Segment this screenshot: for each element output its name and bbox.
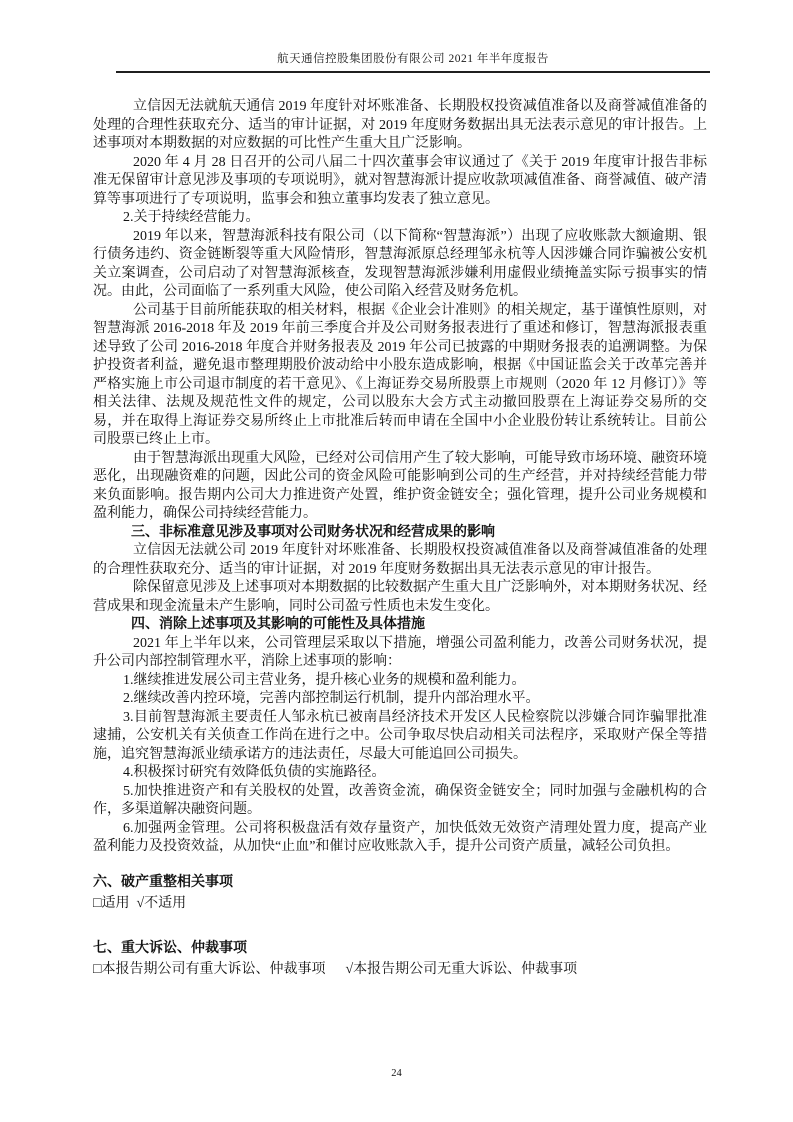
paragraph: 2020 年 4 月 28 日召开的公司八届二十四次董事会审议通过了《关于 2019 年度审计报告非标准无保留审计意见涉及事项的专项说明》，就对智慧海派计提应收款项减值准备、商誉减值、破产清算等事项进行了专项说明，监事会和独立董事均发表了独立意见。 bbox=[93, 154, 707, 207]
paragraph: 4.积极探讨研究有效降低负债的实施路径。 bbox=[123, 765, 386, 780]
option-label: 本报告期公司无重大诉讼、仲裁事项 bbox=[353, 961, 578, 977]
page-header bbox=[116, 51, 710, 73]
page-number: 24 bbox=[391, 1068, 402, 1079]
option-no-litigation bbox=[345, 962, 577, 977]
paragraph: 2.继续改善内控环境，完善内部控制运行机制，提升内部治理水平。 bbox=[123, 691, 540, 706]
section-bankruptcy-reorganization bbox=[93, 872, 707, 914]
option-label: 适用 bbox=[101, 895, 130, 911]
inline-section-heading: 三、非标准意见涉及事项对公司财务状况和经营成果的影响 bbox=[131, 524, 495, 540]
option-not-applicable bbox=[136, 896, 186, 911]
section-major-litigation bbox=[93, 938, 707, 980]
paragraph: 立信因无法就航天通信 2019 年度针对坏账准备、长期股权投资减值准备以及商誉减值准备的处理的合理性获取充分、适当的审计证据，对 2019 年度财务数据出具无法表示意见的审计报告。上述事项对本期数据的对应数据的可比性产生重大且广泛影响。 bbox=[93, 99, 707, 151]
option-label: 本报告期公司有重大诉讼、仲裁事项 bbox=[101, 961, 326, 977]
section-seven-heading: 七、重大诉讼、仲裁事项 bbox=[93, 940, 247, 956]
checkmark-icon: √ bbox=[345, 961, 354, 977]
paragraph: 除保留意见涉及上述事项对本期数据的比较数据产生重大且广泛影响外，对本期财务状况、经营成果和现金流量未产生影响，同时公司盈亏性质也未发生变化。 bbox=[93, 580, 707, 614]
paragraph: 2019 年以来，智慧海派科技有限公司（以下简称“智慧海派”）出现了应收账款大额逾期、银行债务违约、资金链断裂等重大风险情形，智慧海派原总经理邹永杭等人因涉嫌合同诈骗被公安机关立案调查，公司启动了对智慧海派核查，发现智慧海派涉嫌利用虚假业绩掩盖实际亏损事实的情况。由此，公司面临了一系列重大风险，使公司陷入经营及财务危机。 bbox=[93, 228, 707, 299]
paragraph: 5.加快推进资产和有关股权的处置，改善资金流，确保资金链安全；同时加强与金融机构的合作，多渠道解决融资问题。 bbox=[93, 783, 707, 817]
paragraph: 1.继续推进发展公司主营业务，提升核心业务的规模和盈利能力。 bbox=[123, 672, 526, 688]
option-label: 不适用 bbox=[144, 895, 187, 911]
paragraph: 由于智慧海派出现重大风险，已经对公司信用产生了较大影响，可能导致市场环境、融资环境恶化，出现融资难的问题，因此公司的资金风险可能影响到公司的生产经营，并对持续经营能力带来负面影响。报告期内公司大力推进资产处置，维护资金链安全；强化管理，提升公司业务规模和盈利能力，确保公司持续经营能力。 bbox=[93, 450, 707, 521]
paragraph: 6.加强两金管理。公司将积极盘活有效存量资产，加快低效无效资产清理处置力度，提高产业盈利能力及投资效益，从加快“止血”和催讨应收账款入手，提升公司资产质量，减轻公司负担。 bbox=[93, 820, 707, 854]
paragraph: 立信因无法就公司 2019 年度针对坏账准备、长期股权投资减值准备以及商誉减值准备的处理的合理性获取充分、适当的审计证据，对 2019 年度财务数据出具无法表示意见的审计报告。 bbox=[93, 543, 707, 577]
page-footer bbox=[0, 1068, 793, 1079]
checkbox-unchecked-icon: □ bbox=[93, 895, 102, 911]
report-title: 航天通信控股集团股份有限公司 2021 年半年度报告 bbox=[277, 53, 549, 65]
paragraph: 2.关于持续经营能力。 bbox=[123, 210, 260, 225]
paragraph: 2021 年上半年以来，公司管理层采取以下措施，增强公司盈利能力，改善公司财务状况，提升公司内部控制管理水平，消除上述事项的影响： bbox=[93, 635, 707, 669]
document-body bbox=[93, 98, 707, 980]
paragraph: 3.目前智慧海派主要责任人邹永杭已被南昌经济技术开发区人民检察院以涉嫌合同诈骗罪批准逮捕，公安机关有关侦查工作尚在进行之中。公司争取尽快启动相关司法程序，采取财产保全等措施，追究智慧海派业绩承诺方的违法责任，尽最大可能追回公司损失。 bbox=[93, 709, 707, 762]
section-seven-options bbox=[93, 959, 707, 980]
text-flow bbox=[93, 98, 707, 857]
checkbox-unchecked-icon: □ bbox=[93, 961, 102, 977]
paragraph: 公司基于目前所能获取的相关材料，根据《企业会计准则》的相关规定，基于谨慎性原则，对智慧海派 2016-2018 年及 2019 年前三季度合并及公司财务报表进行了重述和修订，智慧海派报表重述导致了公司 2016-2018 年度合并财务报表及 2019 年公司已披露的中期财务报表的追溯调整。为保护投资者利益，避免退市整理期股价波动给中小股东造成影响，根据《中国证监会关于改革完善并严格实施上市公司退市制度的若干意见》、《上海证券交易所股票上市规则（2020 年 12 月修订）》等相关法律、法规及规范性文件的规定，公司以股东大会方式主动撤回股票在上海证券交易所的交易，并在取得上海证券交易所终止上市批准后转而申请在全国中小企业股份转让系统转让。目前公司股票已终止上市。 bbox=[93, 302, 707, 447]
option-applicable bbox=[93, 896, 129, 911]
section-six-heading: 六、破产重整相关事项 bbox=[93, 874, 233, 890]
checkmark-icon: √ bbox=[136, 895, 145, 911]
section-six-options bbox=[93, 893, 707, 914]
inline-section-heading: 四、消除上述事项及其影响的可能性及具体措施 bbox=[131, 617, 425, 632]
option-has-litigation bbox=[93, 962, 325, 977]
